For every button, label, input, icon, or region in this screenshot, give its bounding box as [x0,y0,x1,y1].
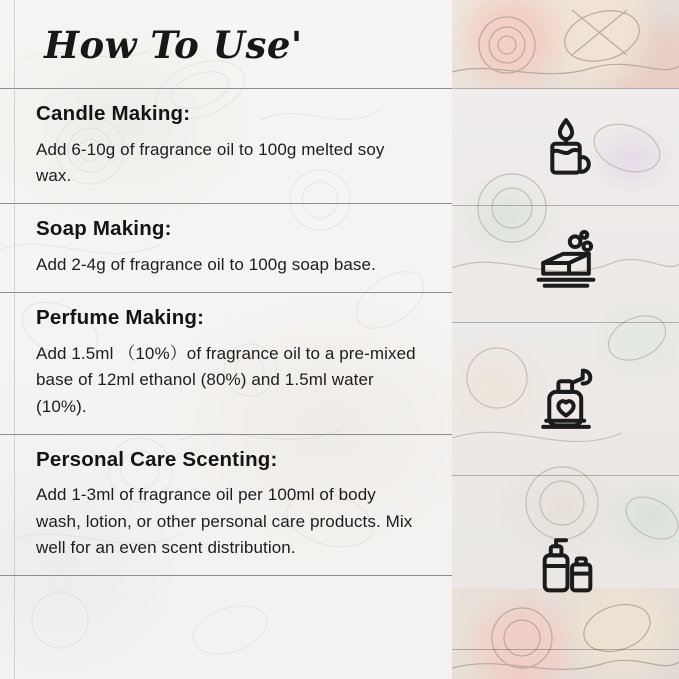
title-block [0,0,452,88]
section-soap-making [0,204,452,292]
floral-photo-top [452,0,679,88]
section-perfume-making [0,293,452,434]
personal-care-bottles-icon [523,520,609,606]
strip-divider [452,649,679,650]
section-heading: Soap Making: [36,217,172,241]
illustration-strip [452,0,679,679]
page-title: How To Use' [44,23,303,67]
candle-icon [523,103,609,189]
section-body: Add 2-4g of fragrance oil to 100g soap base. [36,254,376,274]
soap-bar-icon [523,220,609,306]
strip-divider [452,322,679,323]
perfume-bottle-icon [523,355,609,441]
strip-divider [452,205,679,206]
strip-divider [452,88,679,89]
section-heading: Candle Making: [36,102,191,125]
divider [0,575,452,576]
strip-divider [452,475,679,476]
section-heading: Perfume Making: [36,306,205,330]
section-body: Add 1-3ml of fragrance oil per 100ml of body wash, lotion, or other personal care products. Mix well for an even scent distribution. [36,485,413,558]
section-candle-making [0,89,452,203]
section-body: Add 1.5ml （10%）of fragrance oil to a pre-mixed base of 12ml ethanol (80%) and 1.5ml water (10%). [36,343,416,416]
rose-photo-art [452,0,679,88]
section-heading: Personal Care Scenting: [36,447,278,471]
section-body: Add 6-10g of fragrance oil to 100g melted soy wax. [36,139,385,185]
section-personal-care-scenting [0,435,452,576]
